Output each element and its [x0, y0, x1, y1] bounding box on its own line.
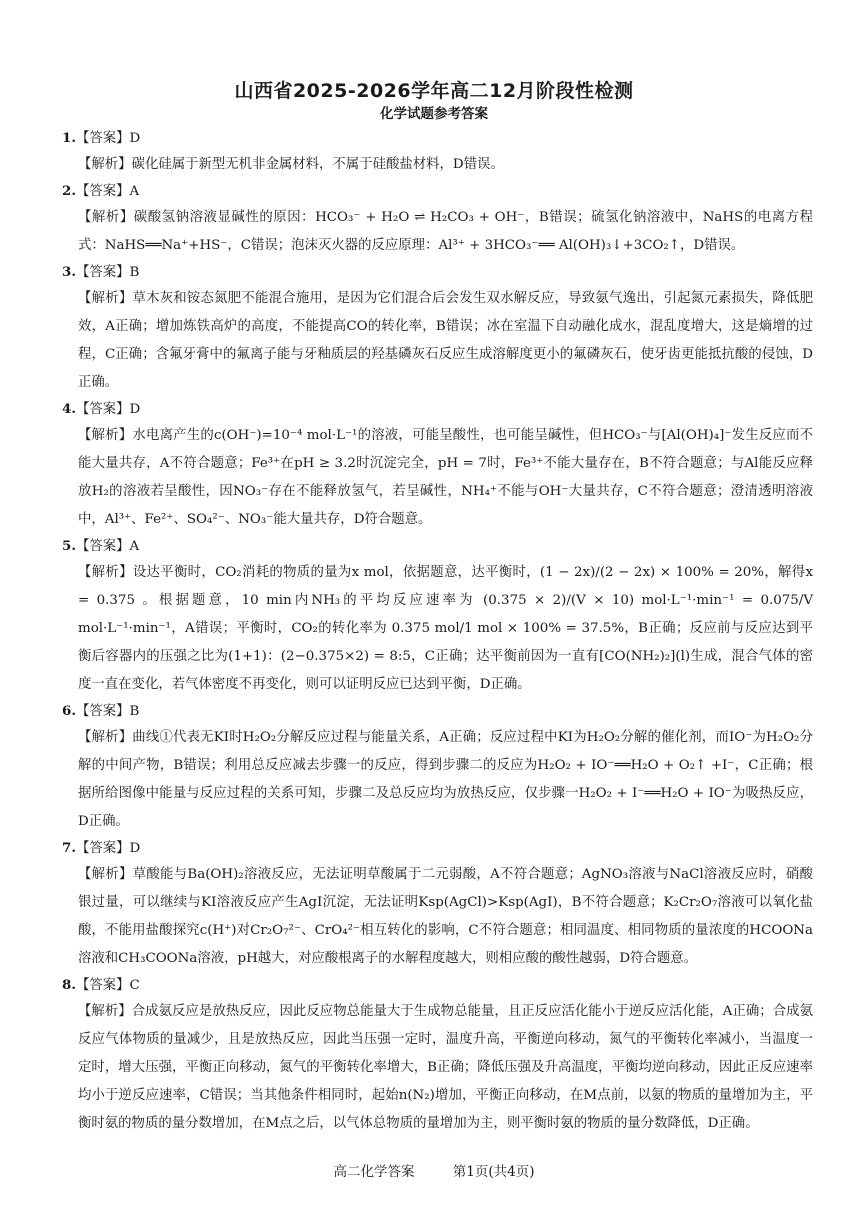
answer-line: 【答案】C — [75, 978, 140, 993]
question-number: 1. — [62, 130, 76, 146]
question-number: 6. — [62, 703, 76, 719]
page-title: 山西省2025-2026学年高二12月阶段性检测 — [234, 80, 634, 102]
question-number: 8. — [62, 977, 76, 993]
answer-line: 【答案】D — [75, 131, 141, 146]
answer-line: 【答案】B — [75, 265, 140, 280]
explanation: 【解析】设达平衡时，CO₂消耗的物质的量为x mol，依据题意，达平衡时，(1 − 2x)/(2 − 2x) × 100% = 20%，解得x = 0.375 。根据题意，10 min内NH₃的平均反应速率为 (0.375 × 2)/(V × 10) mol·L⁻¹·min⁻¹ = 0.075/V mol·L⁻¹·min⁻¹，A错误；平衡时，CO₂的转化率为 0.375 mol/1 mol × 100% = 37.5%，B正确；反应前与反应达到平衡后容器内的压强之比为(1+1)：(2−0.375×2) = 8:5，C正确；达平衡前因为一直有[CO(NH₂)₂](l)生成，混合气体的密度一直在变化，若气体密度不再变化，则可以证明反应已达到平衡，D正确。 — [78, 565, 813, 692]
explanation: 【解析】水电离产生的c(OH⁻)=10⁻⁴ mol·L⁻¹的溶液，可能呈酸性，也可能呈碱性，但HCO₃⁻与[Al(OH)₄]⁻发生反应而不能大量共存，A不符合题意；Fe³⁺在pH ≥ 3.2时沉淀完全，pH = 7时，Fe³⁺不能大量存在，B不符合题意；与Al能反应释放H₂的溶液若呈酸性，因NO₃⁻存在不能释放氢气，若呈碱性，NH₄⁺不能与OH⁻大量共存，C不符合题意；澄清透明溶液中，Al³⁺、Fe²⁺、SO₄²⁻、NO₃⁻能大量共存，D符合题意。 — [78, 428, 813, 527]
page-footer — [0, 1160, 868, 1180]
explanation: 【解析】草酸能与Ba(OH)₂溶液反应，无法证明草酸属于二元弱酸，A不符合题意；AgNO₃溶液与NaCl溶液反应时，硝酸银过量，可以继续与KI溶液反应产生AgI沉淀，无法证明Ksp(AgCl)>Ksp(AgI)，B不符合题意；K₂Cr₂O₇溶液可以氧化盐酸，不能用盐酸探究c(H⁺)对Cr₂O₇²⁻、CrO₄²⁻相互转化的影响，C不符合题意；相同温度、相同物质的量浓度的HCOONa溶液和CH₃COONa溶液，pH越大，对应酸根离子的水解程度越大，则相应酸的酸性越弱，D符合题意。 — [78, 867, 813, 966]
question-number: 3. — [62, 264, 76, 280]
explanation: 【解析】草木灰和铵态氮肥不能混合施用，是因为它们混合后会发生双水解反应，导致氨气逸出，引起氮元素损失，降低肥效，A正确；增加炼铁高炉的高度，不能提高CO的转化率，B错误；冰在室温下自动融化成水，混乱度增大，这是熵增的过程，C正确；含氟牙膏中的氟离子能与牙釉质层的羟基磷灰石反应生成溶解度更小的氟磷灰石，使牙齿更能抵抗酸的侵蚀，D正确。 — [78, 291, 813, 390]
question-3 — [58, 260, 813, 397]
explanation: 【解析】合成氨反应是放热反应，因此反应物总能量大于生成物总能量，且正反应活化能小于逆反应活化能，A正确；合成氨反应气体物质的量减少，且是放热反应，因此当压强一定时，温度升高，平衡逆向移动，氮气的平衡转化率减小，当温度一定时，增大压强，平衡正向移动，氮气的平衡转化率增大，B正确；降低压强及升高温度，平衡均逆向移动，因此正反应速率均小于逆反应速率，C错误；当其他条件相同时，起始n(N₂)增加，平衡正向移动，在M点前，以氨的物质的量增加为主，平衡时氨的物质的量分数增加，在M点之后，以气体总物质的量增加为主，则平衡时氨的物质的量分数降低，D正确。 — [78, 1004, 813, 1131]
question-number: 7. — [62, 840, 76, 856]
explanation: 【解析】曲线①代表无KI时H₂O₂分解反应过程与能量关系，A正确；反应过程中KI为H₂O₂分解的催化剂，而IO⁻为H₂O₂分解的中间产物，B错误；利用总反应减去步骤一的反应，得到步骤二的反应为H₂O₂ + IO⁻══H₂O + O₂↑ +I⁻，C正确；根据所给图像中能量与反应过程的关系可知，步骤二及总反应均为放热反应，仅步骤一H₂O₂ + I⁻══H₂O + IO⁻为吸热反应，D正确。 — [78, 730, 813, 829]
question-1 — [58, 126, 813, 179]
answer-line: 【答案】A — [75, 539, 140, 554]
footer-course: 高二化学答案 — [333, 1164, 415, 1180]
question-number: 2. — [62, 183, 76, 199]
question-6 — [58, 699, 813, 836]
answer-line: 【答案】D — [75, 841, 141, 856]
question-2 — [58, 179, 813, 260]
question-number: 4. — [62, 401, 76, 417]
explanation: 【解析】碳化硅属于新型无机非金属材料，不属于硅酸盐材料，D错误。 — [78, 157, 504, 172]
answer-line: 【答案】B — [75, 704, 140, 719]
page-number: 第1页(共4页) — [452, 1164, 535, 1180]
answer-line: 【答案】A — [75, 184, 140, 199]
answer-line: 【答案】D — [75, 402, 141, 417]
answer-list — [58, 126, 813, 1138]
question-5 — [58, 534, 813, 699]
question-7 — [58, 836, 813, 973]
explanation: 【解析】碳酸氢钠溶液显碱性的原因：HCO₃⁻ + H₂O ⇌ H₂CO₃ + OH⁻，B错误；硫氢化钠溶液中，NaHS的电离方程式：NaHS══Na⁺+HS⁻，C错误；泡沫灭火器的反应原理：Al³⁺ + 3HCO₃⁻══ Al(OH)₃↓+3CO₂↑，D错误。 — [78, 210, 813, 253]
question-8 — [58, 973, 813, 1138]
page-subtitle: 化学试题参考答案 — [380, 106, 488, 122]
question-number: 5. — [62, 538, 76, 554]
question-4 — [58, 397, 813, 534]
